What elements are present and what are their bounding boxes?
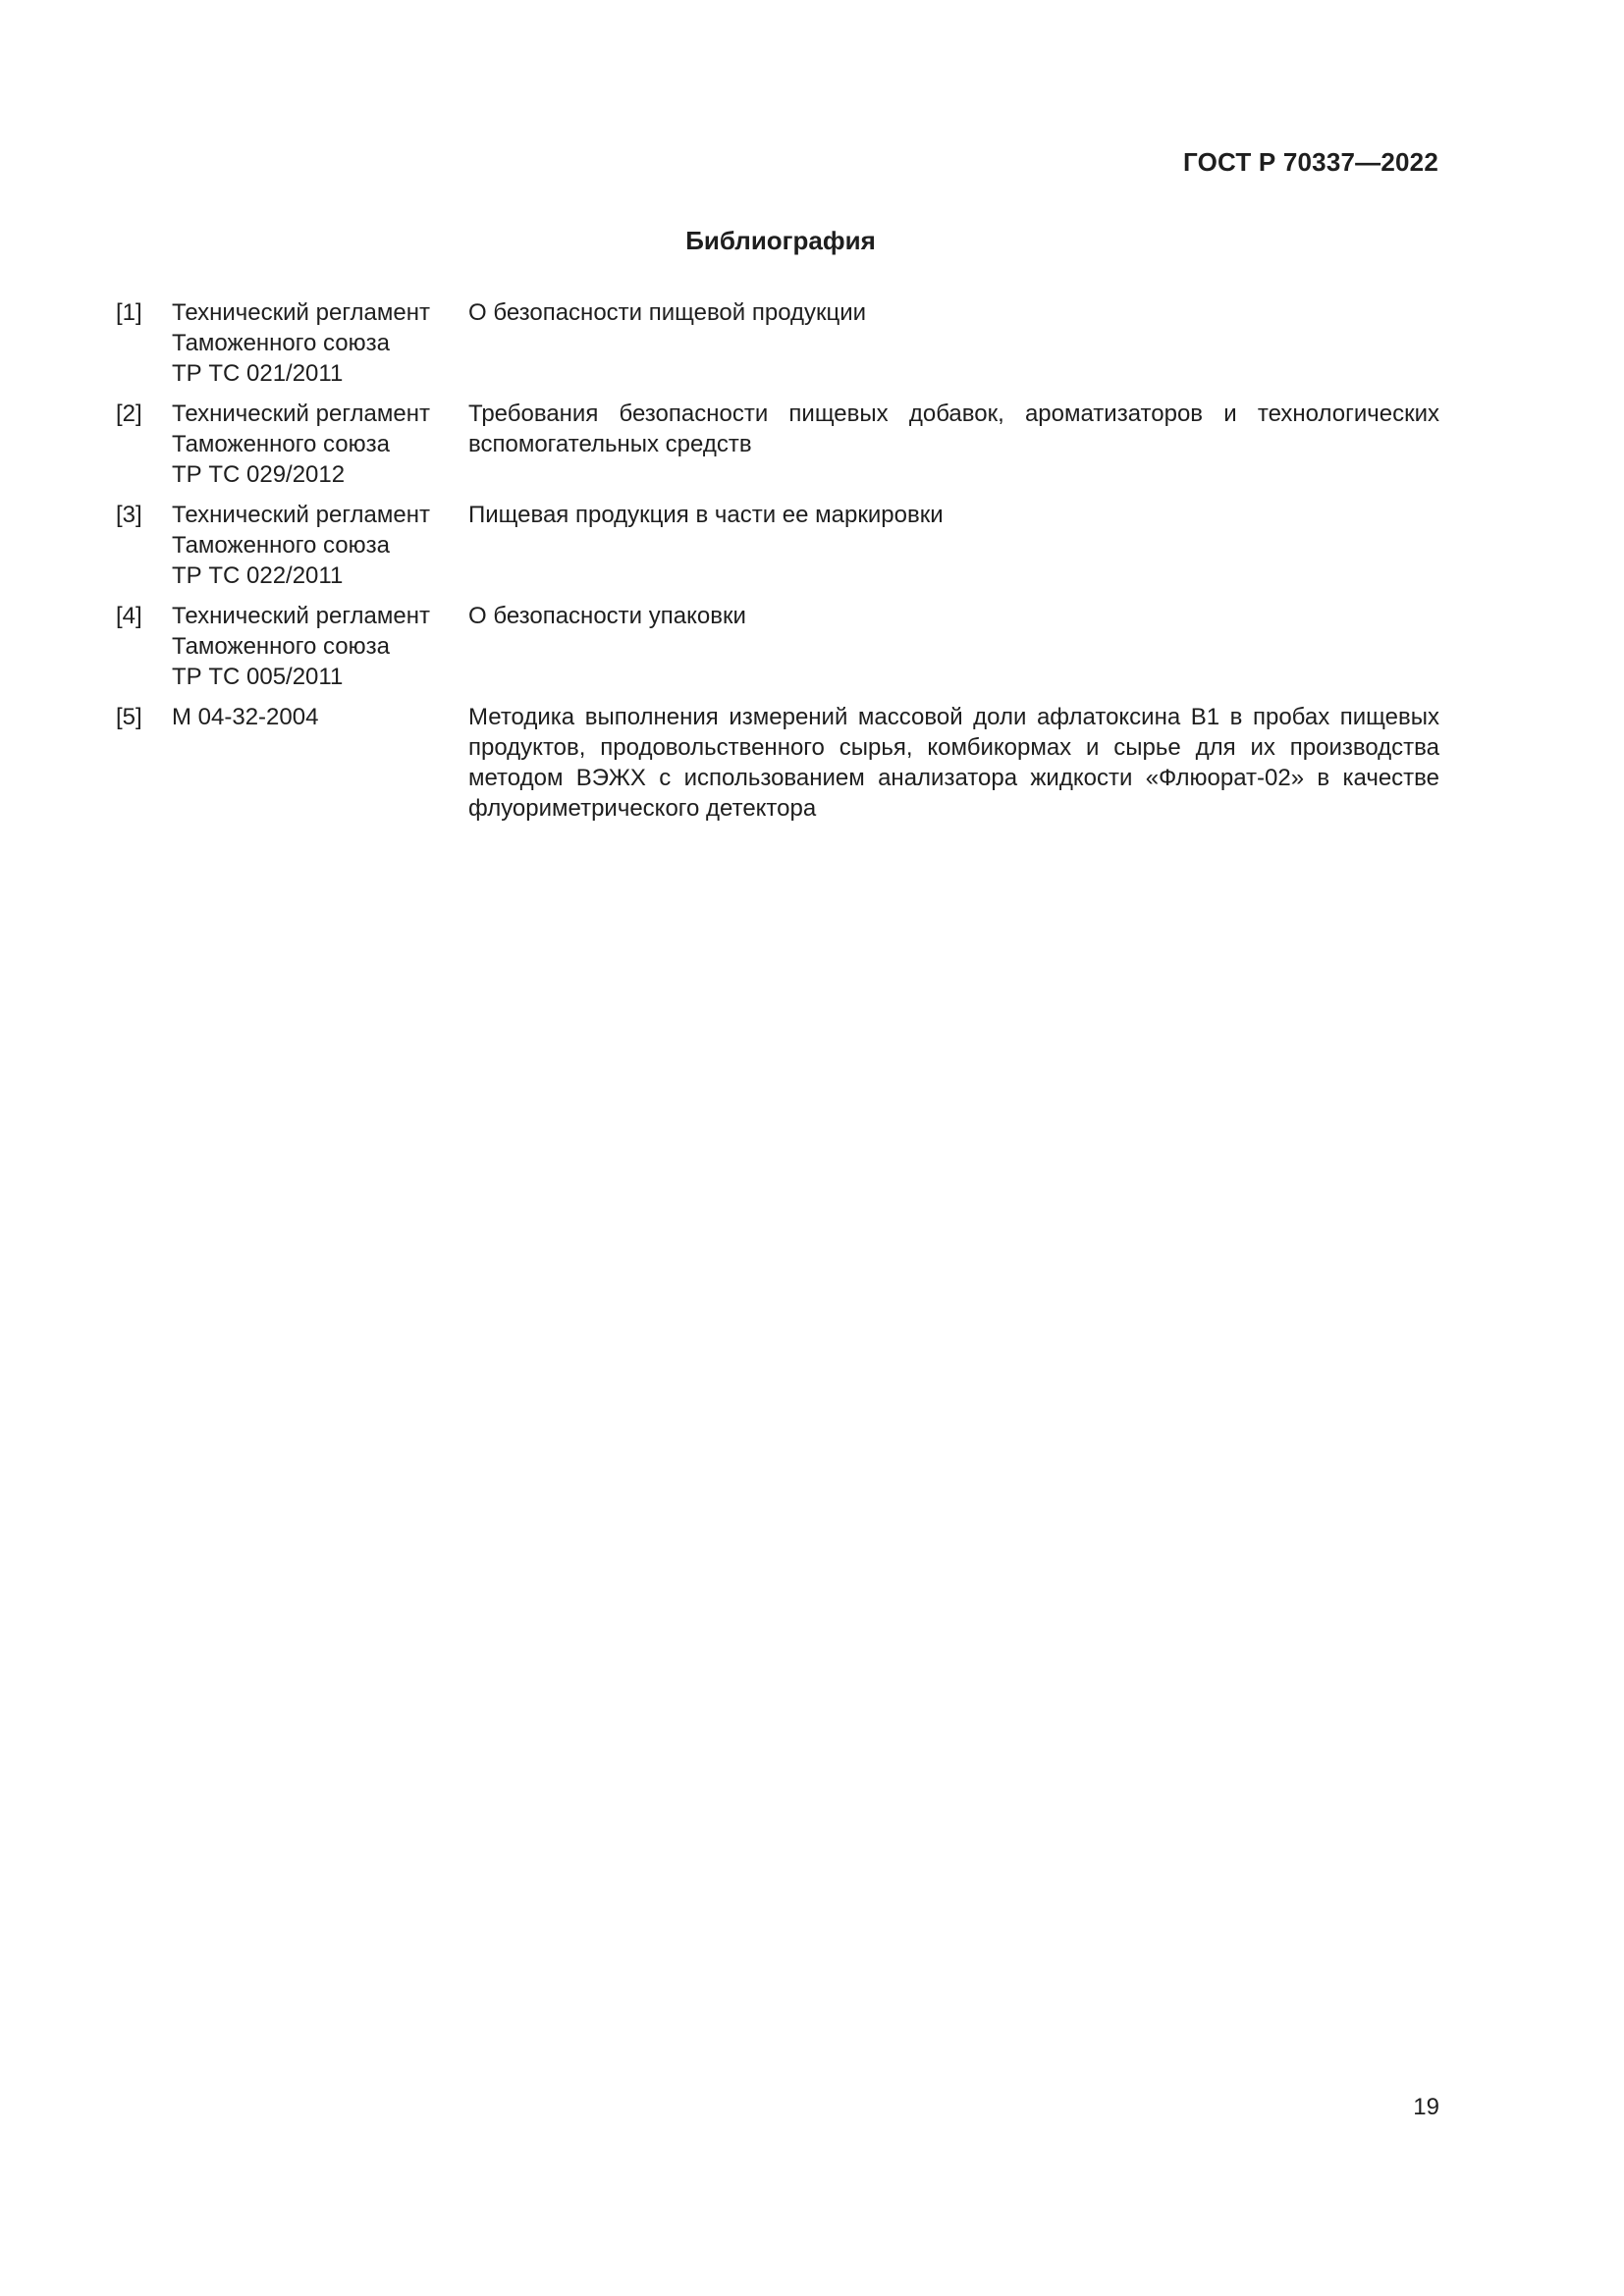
entry-document [172, 500, 468, 591]
entry-title: Требования безопасности пищевых добавок, ароматизаторов и технологических вспомогательных средств [468, 400, 1439, 457]
entry-document-line: Таможенного союза [172, 633, 390, 660]
entry-title: Методика выполнения измерений массовой доли афлатоксина В1 в пробах пищевых продуктов, продовольственного сырья, комбикормах и сырье для их производства методом ВЭЖХ с использованием анализатора жидкости «Флюорат-02» в качестве флуориметрического детектора [468, 704, 1439, 822]
entry-title: О безопасности упаковки [468, 603, 746, 629]
bibliography-entry [116, 500, 1439, 591]
entry-document-line: ТР ТС 022/2011 [172, 562, 344, 589]
entry-document [172, 399, 468, 490]
entry-number: [2] [116, 400, 142, 427]
entry-document-line: Таможенного союза [172, 330, 390, 356]
entry-document-line: Таможенного союза [172, 532, 390, 559]
entry-number: [5] [116, 704, 142, 730]
document-id: ГОСТ Р 70337—2022 [1183, 147, 1438, 177]
entry-document-line: Технический регламент [172, 603, 430, 629]
entry-document-line: Технический регламент [172, 299, 430, 326]
entry-document [172, 297, 468, 389]
bibliography-entry [116, 297, 1439, 389]
entry-document-line: Технический регламент [172, 502, 430, 528]
entry-title: Пищевая продукция в части ее маркировки [468, 502, 944, 528]
bibliography-list [116, 297, 1439, 833]
entry-number: [3] [116, 502, 142, 528]
bibliography-entry [116, 702, 1439, 824]
entry-document [172, 702, 468, 824]
entry-document [172, 601, 468, 692]
entry-document-line: ТР ТС 029/2012 [172, 461, 346, 488]
section-title: Библиография [685, 226, 876, 255]
entry-document-line: М 04-32-2004 [172, 704, 319, 730]
entry-title: О безопасности пищевой продукции [468, 299, 867, 326]
entry-document-line: Технический регламент [172, 400, 430, 427]
entry-document-line: Таможенного союза [172, 431, 390, 457]
entry-document-line: ТР ТС 005/2011 [172, 664, 344, 690]
page-number: 19 [1413, 2094, 1439, 2120]
entry-number: [4] [116, 603, 142, 629]
entry-document-line: ТР ТС 021/2011 [172, 360, 344, 387]
entry-number: [1] [116, 299, 142, 326]
bibliography-entry [116, 601, 1439, 692]
bibliography-entry [116, 399, 1439, 490]
